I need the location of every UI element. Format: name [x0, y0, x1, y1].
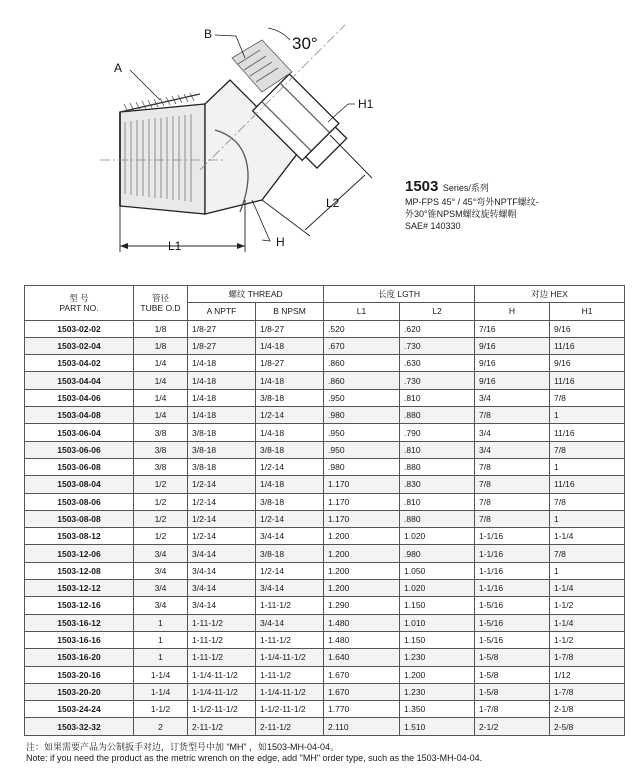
table-cell: 9/16	[475, 337, 550, 354]
part-number-cell: 1503-02-04	[25, 337, 134, 354]
table-cell: 1/2-14	[256, 458, 324, 475]
table-row	[25, 320, 625, 337]
table-row	[25, 562, 625, 579]
table-cell: .880	[400, 458, 475, 475]
table-cell: 1.770	[324, 701, 400, 718]
table-cell: 3/4-14	[188, 580, 256, 597]
table-cell: 1/4-18	[188, 372, 256, 389]
table-cell: 1-1/4	[550, 580, 625, 597]
table-cell: 1-1/2-11-1/2	[256, 701, 324, 718]
table-row	[25, 372, 625, 389]
table-cell: 1/4-18	[256, 476, 324, 493]
spec-table	[24, 285, 625, 736]
series-label: Series/系列	[442, 183, 489, 193]
table-cell: 1.200	[324, 580, 400, 597]
table-cell: 1	[134, 631, 188, 648]
table-cell: 9/16	[550, 320, 625, 337]
table-cell: 1/2-14	[188, 476, 256, 493]
table-cell: 1.290	[324, 597, 400, 614]
table-cell: 1.020	[400, 580, 475, 597]
table-cell: 3/4-14	[188, 597, 256, 614]
table-row	[25, 389, 625, 406]
table-row	[25, 649, 625, 666]
table-cell: 1/4	[134, 355, 188, 372]
table-cell: 3/8	[134, 424, 188, 441]
part-number-cell: 1503-12-16	[25, 597, 134, 614]
table-cell: 2-11-1/2	[188, 718, 256, 735]
description-line-3: SAE# 140330	[405, 221, 461, 231]
table-cell: 1.230	[400, 649, 475, 666]
header-thread-b: B NPSM	[256, 303, 324, 320]
label-b: B	[204, 27, 213, 41]
table-cell: 3/4	[134, 562, 188, 579]
angle-arc	[268, 28, 290, 40]
table-cell: 1/4	[134, 389, 188, 406]
table-cell: 1.670	[324, 683, 400, 700]
table-cell: 1	[550, 562, 625, 579]
table-cell: 1-1/4-11-1/2	[188, 666, 256, 683]
table-row	[25, 631, 625, 648]
label-l1: L1	[168, 239, 182, 253]
table-cell: 1/4-18	[188, 407, 256, 424]
header-thread-a: A NPTF	[188, 303, 256, 320]
table-cell: 11/16	[550, 372, 625, 389]
table-cell: 1-7/8	[550, 683, 625, 700]
table-cell: .520	[324, 320, 400, 337]
table-cell: 7/8	[550, 441, 625, 458]
part-number-cell: 1503-04-06	[25, 389, 134, 406]
table-cell: 1-5/8	[475, 683, 550, 700]
table-cell: 2.110	[324, 718, 400, 735]
table-cell: 3/4	[475, 441, 550, 458]
table-cell: .810	[400, 441, 475, 458]
table-cell: 11/16	[550, 424, 625, 441]
table-cell: 11/16	[550, 476, 625, 493]
table-cell: 1/2	[134, 476, 188, 493]
table-cell: .860	[324, 355, 400, 372]
table-cell: 1/2-14	[256, 407, 324, 424]
part-number-cell: 1503-16-20	[25, 649, 134, 666]
table-row	[25, 355, 625, 372]
table-cell: 1/4-18	[256, 424, 324, 441]
table-cell: 9/16	[550, 355, 625, 372]
table-cell: 1-1/4	[550, 614, 625, 631]
table-cell: .950	[324, 424, 400, 441]
table-cell: 1-1/2	[134, 701, 188, 718]
table-cell: 1-11-1/2	[256, 597, 324, 614]
note-en: Note: if you need the product as the metric wrench on the edge, add "MH" order type, such as the 1503-MH-04-04.	[26, 753, 483, 763]
table-cell: 1.150	[400, 631, 475, 648]
table-cell: .670	[324, 337, 400, 354]
leader-h	[252, 200, 270, 241]
label-angle: 30°	[292, 34, 318, 53]
table-cell: 2-1/8	[550, 701, 625, 718]
table-cell: .790	[400, 424, 475, 441]
table-cell: 1-5/16	[475, 597, 550, 614]
part-number-cell: 1503-04-08	[25, 407, 134, 424]
table-cell: 1.200	[324, 562, 400, 579]
table-row	[25, 683, 625, 700]
table-cell: 1/2-14	[256, 562, 324, 579]
table-cell: 1/4-18	[188, 389, 256, 406]
part-number-cell: 1503-06-04	[25, 424, 134, 441]
table-cell: 7/8	[475, 510, 550, 527]
header-thread: 螺纹 THREAD	[188, 286, 324, 303]
table-cell: 1	[134, 614, 188, 631]
table-cell: 7/8	[475, 458, 550, 475]
table-cell: 3/4-14	[256, 614, 324, 631]
table-cell: 7/16	[475, 320, 550, 337]
table-cell: 1-11-1/2	[188, 614, 256, 631]
table-cell: 3/8-18	[256, 441, 324, 458]
order-note	[26, 742, 482, 764]
table-cell: .950	[324, 389, 400, 406]
label-h1: H1	[358, 97, 374, 111]
table-cell: 1-7/8	[475, 701, 550, 718]
table-row	[25, 528, 625, 545]
table-cell: 1/2-14	[188, 510, 256, 527]
table-cell: 1/4-18	[188, 355, 256, 372]
table-cell: 3/4-14	[188, 545, 256, 562]
table-cell: .980	[324, 458, 400, 475]
table-cell: 11/16	[550, 337, 625, 354]
label-l2: L2	[326, 196, 340, 210]
note-cn: 注：如果需要产品为公制扳手对边，订货型号中加 “MH” ，如1503-MH-04-04。	[26, 742, 340, 752]
table-cell: 1.200	[324, 545, 400, 562]
header-length: 长度 LGTH	[324, 286, 475, 303]
header-hex: 对边 HEX	[475, 286, 625, 303]
table-cell: 3/4	[475, 424, 550, 441]
table-cell: 1-1/4-11-1/2	[256, 683, 324, 700]
part-number-cell: 1503-04-02	[25, 355, 134, 372]
table-cell: 1-5/8	[475, 666, 550, 683]
table-cell: 1-1/16	[475, 562, 550, 579]
table-cell: 1-5/16	[475, 631, 550, 648]
header-tube-od: 管径 TUBE O.D	[134, 286, 188, 321]
table-cell: 1.170	[324, 493, 400, 510]
table-row	[25, 458, 625, 475]
table-cell: 2-11-1/2	[256, 718, 324, 735]
table-cell: 3/8-18	[256, 389, 324, 406]
table-cell: 7/8	[475, 407, 550, 424]
table-cell: 1.200	[400, 666, 475, 683]
table-cell: 1/8-27	[256, 320, 324, 337]
table-cell: 3/8	[134, 458, 188, 475]
table-cell: 1/2-14	[256, 510, 324, 527]
table-cell: 1/8-27	[188, 320, 256, 337]
table-cell: .880	[400, 407, 475, 424]
table-cell: 3/8	[134, 441, 188, 458]
table-cell: 1.170	[324, 476, 400, 493]
table-cell: 3/4	[134, 580, 188, 597]
table-cell: 9/16	[475, 355, 550, 372]
table-cell: 3/8-18	[256, 545, 324, 562]
table-cell: 1-1/2	[550, 597, 625, 614]
table-cell: .630	[400, 355, 475, 372]
part-number-cell: 1503-12-06	[25, 545, 134, 562]
table-cell: 1-1/4	[134, 683, 188, 700]
table-cell: 1-11-1/2	[188, 649, 256, 666]
table-cell: 1-1/2-11-1/2	[188, 701, 256, 718]
table-cell: 1/4-18	[256, 372, 324, 389]
table-cell: .830	[400, 476, 475, 493]
table-cell: 3/4-14	[188, 562, 256, 579]
description-line-2: 外30°锥NPSM螺纹旋转螺帽	[405, 209, 517, 219]
table-cell: .880	[400, 510, 475, 527]
header-l1: L1	[324, 303, 400, 320]
table-cell: 1-11-1/2	[188, 631, 256, 648]
table-cell: 1.670	[324, 666, 400, 683]
table-cell: 1.480	[324, 631, 400, 648]
table-cell: 3/4-14	[256, 528, 324, 545]
table-cell: .980	[324, 407, 400, 424]
table-row	[25, 510, 625, 527]
table-row	[25, 424, 625, 441]
table-cell: 1/2-14	[188, 528, 256, 545]
table-cell: .810	[400, 493, 475, 510]
table-cell: 1/12	[550, 666, 625, 683]
table-row	[25, 666, 625, 683]
table-cell: 1/4	[134, 407, 188, 424]
header-h1: H1	[550, 303, 625, 320]
part-number-cell: 1503-16-12	[25, 614, 134, 631]
table-row	[25, 614, 625, 631]
table-cell: 1-1/4-11-1/2	[256, 649, 324, 666]
table-cell: 3/8-18	[188, 441, 256, 458]
table-cell: 1-1/4	[134, 666, 188, 683]
table-cell: 1/2	[134, 493, 188, 510]
spec-table-body	[25, 320, 625, 735]
table-row	[25, 493, 625, 510]
table-cell: 1/4-18	[256, 337, 324, 354]
label-h: H	[276, 235, 285, 249]
table-cell: 1.640	[324, 649, 400, 666]
table-cell: 7/8	[550, 389, 625, 406]
header-h: H	[475, 303, 550, 320]
table-cell: 1.480	[324, 614, 400, 631]
table-cell: 3/4	[475, 389, 550, 406]
table-row	[25, 701, 625, 718]
part-number-cell: 1503-08-12	[25, 528, 134, 545]
table-cell: 1-1/4-11-1/2	[188, 683, 256, 700]
header-part-no: 型 号 PART NO.	[25, 286, 134, 321]
table-cell: 7/8	[475, 493, 550, 510]
part-number-cell: 1503-12-12	[25, 580, 134, 597]
part-number-cell: 1503-08-06	[25, 493, 134, 510]
table-cell: 2-1/2	[475, 718, 550, 735]
table-cell: 2-5/8	[550, 718, 625, 735]
part-number-cell: 1503-12-08	[25, 562, 134, 579]
table-cell: 1	[550, 458, 625, 475]
table-cell: 1-1/16	[475, 528, 550, 545]
table-cell: .810	[400, 389, 475, 406]
table-cell: .620	[400, 320, 475, 337]
label-a: A	[114, 61, 123, 75]
part-number-cell: 1503-08-08	[25, 510, 134, 527]
table-cell: 9/16	[475, 372, 550, 389]
table-cell: .980	[400, 545, 475, 562]
table-cell: 1/2-14	[188, 493, 256, 510]
part-number-cell: 1503-08-04	[25, 476, 134, 493]
table-cell: 1	[550, 510, 625, 527]
table-row	[25, 337, 625, 354]
table-cell: 2	[134, 718, 188, 735]
table-cell: 1/8	[134, 337, 188, 354]
table-cell: 1.230	[400, 683, 475, 700]
title-block	[405, 178, 635, 232]
table-cell: 1/2	[134, 510, 188, 527]
table-cell: 1.150	[400, 597, 475, 614]
table-cell: 1/4	[134, 372, 188, 389]
table-cell: 1.050	[400, 562, 475, 579]
table-cell: 3/8-18	[188, 424, 256, 441]
table-row	[25, 407, 625, 424]
part-number-cell: 1503-02-02	[25, 320, 134, 337]
part-number-cell: 1503-06-08	[25, 458, 134, 475]
table-cell: 3/4	[134, 597, 188, 614]
table-row	[25, 545, 625, 562]
table-cell: 1/8	[134, 320, 188, 337]
table-cell: 7/8	[550, 545, 625, 562]
table-cell: 1	[550, 407, 625, 424]
table-cell: 1.170	[324, 510, 400, 527]
table-cell: 1/8-27	[188, 337, 256, 354]
part-number-cell: 1503-16-16	[25, 631, 134, 648]
table-cell: 1.020	[400, 528, 475, 545]
table-cell: 7/8	[550, 493, 625, 510]
table-cell: 1.510	[400, 718, 475, 735]
table-cell: .730	[400, 337, 475, 354]
table-cell: 1.200	[324, 528, 400, 545]
table-cell: .950	[324, 441, 400, 458]
table-row	[25, 597, 625, 614]
part-number-cell: 1503-06-06	[25, 441, 134, 458]
part-number-cell: 1503-32-32	[25, 718, 134, 735]
table-cell: 1-1/16	[475, 545, 550, 562]
table-cell: 3/8-18	[188, 458, 256, 475]
table-cell: 7/8	[475, 476, 550, 493]
table-cell: 1-1/4	[550, 528, 625, 545]
table-cell: .730	[400, 372, 475, 389]
table-cell: 3/4-14	[256, 580, 324, 597]
table-cell: 3/8-18	[256, 493, 324, 510]
table-cell: 1-1/2	[550, 631, 625, 648]
table-row	[25, 580, 625, 597]
table-row	[25, 718, 625, 735]
table-cell: 1-1/16	[475, 580, 550, 597]
table-cell: 3/4	[134, 545, 188, 562]
part-number-cell: 1503-04-04	[25, 372, 134, 389]
table-cell: 1-7/8	[550, 649, 625, 666]
table-cell: 1.350	[400, 701, 475, 718]
table-cell: 1/8-27	[256, 355, 324, 372]
table-cell: 1-11-1/2	[256, 631, 324, 648]
table-cell: 1.010	[400, 614, 475, 631]
header-l2: L2	[400, 303, 475, 320]
part-number-cell: 1503-20-16	[25, 666, 134, 683]
table-cell: 1	[134, 649, 188, 666]
table-cell: 1-5/16	[475, 614, 550, 631]
table-row	[25, 441, 625, 458]
part-number-cell: 1503-20-20	[25, 683, 134, 700]
part-number-cell: 1503-24-24	[25, 701, 134, 718]
table-row	[25, 476, 625, 493]
table-cell: 1-5/8	[475, 649, 550, 666]
description-line-1: MP-FPS 45° / 45°弯外NPTF螺纹-	[405, 197, 539, 207]
leader-a	[130, 70, 160, 100]
part-number: 1503	[405, 178, 439, 195]
table-cell: .860	[324, 372, 400, 389]
nptf-thread-body	[120, 104, 205, 214]
table-cell: 1-11-1/2	[256, 666, 324, 683]
table-cell: 1/2	[134, 528, 188, 545]
